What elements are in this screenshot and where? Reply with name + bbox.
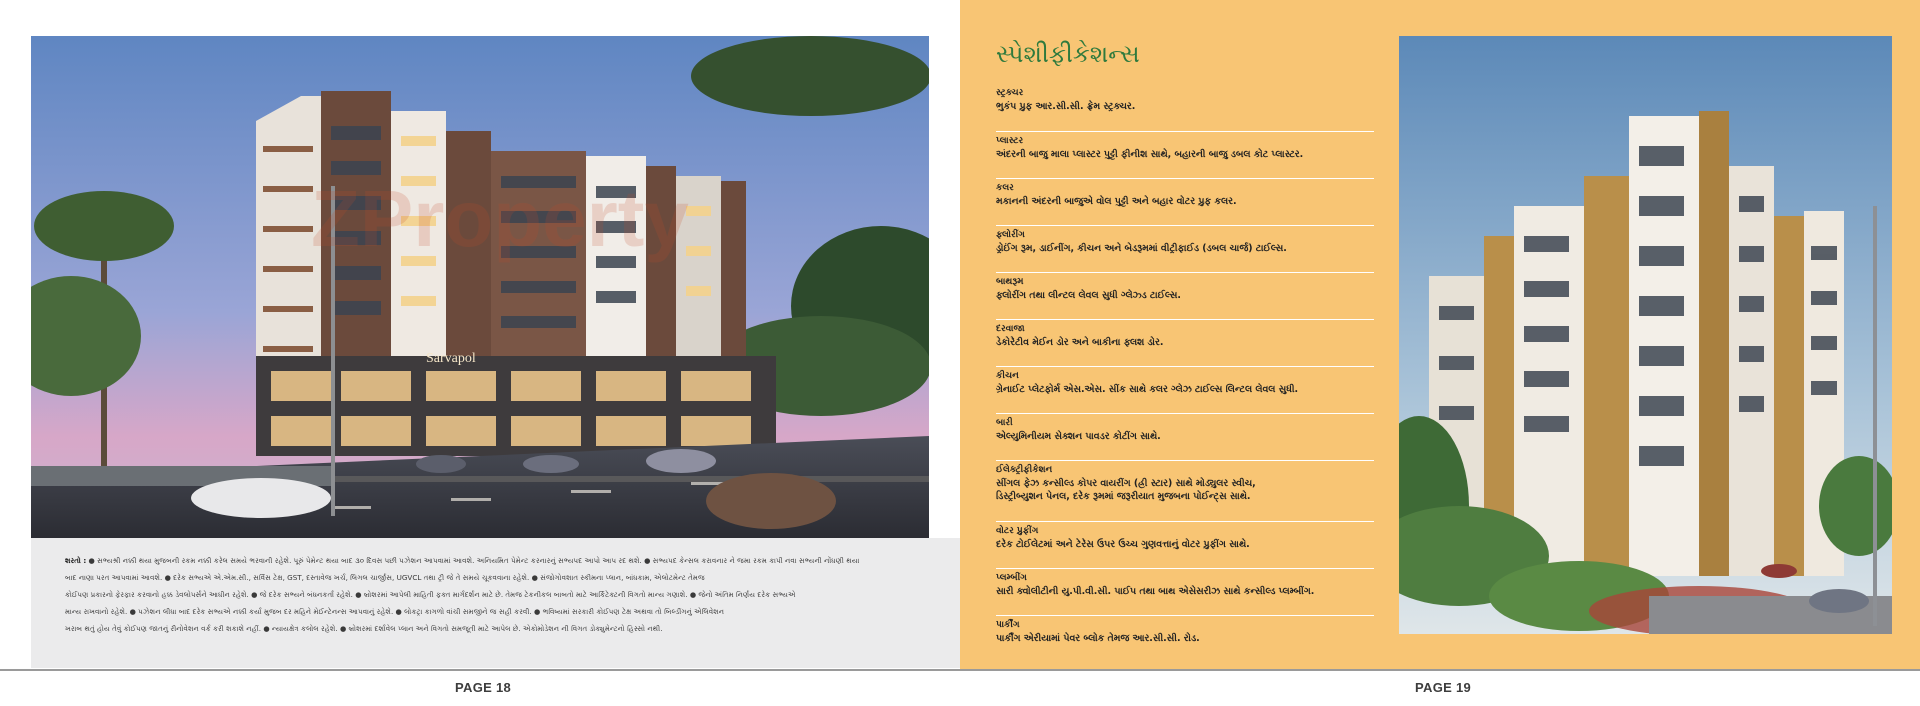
spec-item-electrification: [996, 460, 1374, 521]
terms-lead: શરતો :: [65, 556, 87, 565]
terms-line-1: શરતો : ● સભ્યશ્રી નક્કી થયા મુજબની રકમ નક્કી કરેલ સમયે ભરવાની રહેશે. પૂરું પેમેન્ટ થયા બાદ ૩૦ દિવસ પછી પઝેશન આપવામાં આવશે. અનિયમિત પેમેન્ટ કરનારનું સભ્યપદ આપો આપ રદ થશે. ● સભ્યપદ કેન્સલ કરાવનાર ને જમા રકમ કાપી નવા સભ્યની નોંધણી થયા: [65, 556, 860, 565]
terms-and-conditions: [31, 538, 960, 668]
page-number-right: PAGE 19: [1415, 680, 1472, 695]
footer-divider-right: [960, 669, 1920, 671]
page-right: [960, 0, 1920, 706]
terms-line-5: ખરાબ થતું હોય તેવું કોઈપણ જાતનું રીનોવેશન વર્ક કરી શકાશે નહીં. ● ન્યાયક્ષેત્ર કલોલ રહેશે. ● બ્રોશરમાં દર્શાવેલ પ્લાન અને વિગતો સમજૂતી માટે આપેલ છે. એકોમોડેશન ની વિગત ડોક્યુમેન્ટનો હિસ્સો નથી.: [65, 624, 663, 633]
spec-value: દરેક ટોઈલેટમાં અને ટેરેસ ઉપર ઉચ્ચ ગુણવત્તાનું વોટર પ્રુફીંગ સાથે.: [996, 539, 1250, 550]
terms-line-4: માન્ય રાખવાનો રહેશે. ● પઝેશન લીધા બાદ દરેક સભ્યએ નક્કી કર્યા મુજબ દર મહિને મેઈન્ટેનન્સ આપવાનું રહેશે. ● લોકટ્રા કાગળો વાંચી સમજીને જ સહી કરવી. ● ભવિષ્યમાં સરકારી કોઈપણ ટેક્ષ અથવા તો બિલ્ડીંગનું એલિવેશન: [65, 607, 725, 616]
watermark-text: ZProperty: [311, 174, 689, 263]
page-number-left: PAGE 18: [455, 680, 512, 695]
spec-value: અંદરની બાજુ માલા પ્લાસ્ટર પુટ્ટી ફીનીશ સાથે, બહારની બાજુ ડબલ કોટ પ્લાસ્ટર.: [996, 149, 1304, 160]
spec-key: કીચન: [996, 371, 1019, 381]
spec-key: દરવાજા: [996, 324, 1025, 334]
spec-key: વોટર પ્રુફીંગ: [996, 526, 1039, 536]
spec-value: ગ્રેનાઈટ પ્લેટફોર્મ એસ.એસ. સીંક સાથે કલર ગ્લેઝ ટાઈલ્સ લિન્ટલ લેવલ સુધી.: [996, 384, 1299, 395]
spec-key: બારી: [996, 418, 1013, 428]
terms-line-3: કોઈપણ પ્રકારનો ફેરફાર કરવાનો હક્ક ડેવલોપર્સને આધીન રહેશે. ● જે દરેક સભ્યને બંધનકર્તા રહેશે. ● બ્રોશરમાં આપેલી માહિતી ફક્ત માર્ગદર્શન માટે છે. તેમજ ટેકનીકલ બાબતો માટે આર્કિટેક્ટની વિગતો માન્ય ગણાશે. ● જેનો અંતિમ નિર્ણય દરેક સભ્યએ: [65, 590, 796, 599]
spec-item-plaster: [996, 131, 1374, 178]
spec-key: ઈલેક્ટ્રીફીકેશન: [996, 465, 1053, 475]
spec-item-kitchen: [996, 366, 1374, 413]
spec-item-flooring: [996, 225, 1374, 272]
spec-key: કલર: [996, 183, 1014, 193]
spec-value: મકાનની અંદરની બાજુએ વોલ પુટ્ટી અને બહાર વોટર પ્રુફ કલર.: [996, 196, 1237, 207]
specifications-list: [996, 84, 1374, 662]
spec-key: પ્લાસ્ટર: [996, 136, 1024, 146]
spec-item-structure: [996, 84, 1374, 131]
specifications-title: સ્પેશીફીકેશન્સ: [996, 40, 1140, 68]
spec-item-parking: [996, 615, 1374, 662]
spec-item-bathroom: [996, 272, 1374, 319]
spec-item-waterproofing: [996, 521, 1374, 568]
spec-item-plumbing: [996, 568, 1374, 615]
spec-value: ડિસ્ટ્રીબ્યુશન પેનલ, દરેક રૂમમાં જરૂરીયાત મુજબના પોઈન્ટ્સ સાથે.: [996, 491, 1251, 502]
spec-key: બાથરૂમ: [996, 277, 1024, 287]
spec-key: પ્લમ્બીંગ: [996, 573, 1027, 583]
specifications-panel: [960, 0, 1920, 669]
building-render-daylight-illustration: [1399, 36, 1892, 634]
spec-item-windows: [996, 413, 1374, 460]
spec-value: સીંગલ ફેઝ કન્સીલ્ડ કોપર વાયરીંગ (હ્રી સ્ટાર) સાથે મોડ્યુલર સ્વીચ,: [996, 478, 1256, 489]
spec-value: સારી ક્વોલીટીની યુ.પી.વી.સી. પાઈપ તથા બાથ એસેસરીઝ સાથે કન્સીલ્ડ પ્લમ્બીંગ.: [996, 586, 1315, 597]
spec-value: પાર્કીંગ એરીયામાં પેવર બ્લોક તેમજ આર.સી.સી. રોડ.: [996, 633, 1200, 644]
spec-value: ફ્લોરીંગ તથા લીન્ટલ લેવલ સુધી ગ્લેઝ્ડ ટાઈલ્સ.: [996, 290, 1181, 301]
spec-value: ડેકોરેટીવ મેઈન ડોર અને બાકીના ફ્લશ ડોર.: [996, 337, 1164, 348]
footer-divider-left: [0, 669, 960, 671]
building-render-illustration: [31, 36, 929, 538]
spec-item-color: [996, 178, 1374, 225]
building-render-street-view: [31, 36, 929, 538]
spec-value: એલ્યુમિનીયમ સેક્શન પાવડર કોટીંગ સાથે.: [996, 431, 1161, 442]
terms-line-2: બાદ નાણા પરત આપવામાં આવશે. ● દરેક સભ્યએ એ.એમ.સી., સર્વિસ ટેક્ષ, GST, દસ્તાવેજ ખર્ચ, લિગલ ચાર્જીસ, UGVCL તથા ટ્રી જે તે સમયે ચૂકવવાના રહેશે. ● સંજોગોવશાત સ્કીમના પ્લાન, બાંધકામ, એલોટમેન્ટ તેમજ: [65, 573, 705, 582]
shop-sign: Sarvapol: [426, 351, 476, 366]
spec-value: ડ્રોઈંગ રૂમ, ડાઈનીંગ, કીચન અને બેડરૂમમાં વીટ્રીફાઈડ (ડબલ ચાર્જ) ટાઈલ્સ.: [996, 243, 1287, 254]
spec-item-doors: [996, 319, 1374, 366]
spec-value: ભુકંપ પ્રુફ આર.સી.સી. ફ્રેમ સ્ટ્રક્ચર.: [996, 101, 1136, 112]
spec-key: સ્ટ્રક્ચર: [996, 88, 1024, 98]
spec-key: પાર્કીંગ: [996, 620, 1020, 630]
building-render-daylight: [1399, 36, 1892, 634]
spec-key: ફ્લોરીંગ: [996, 230, 1025, 240]
